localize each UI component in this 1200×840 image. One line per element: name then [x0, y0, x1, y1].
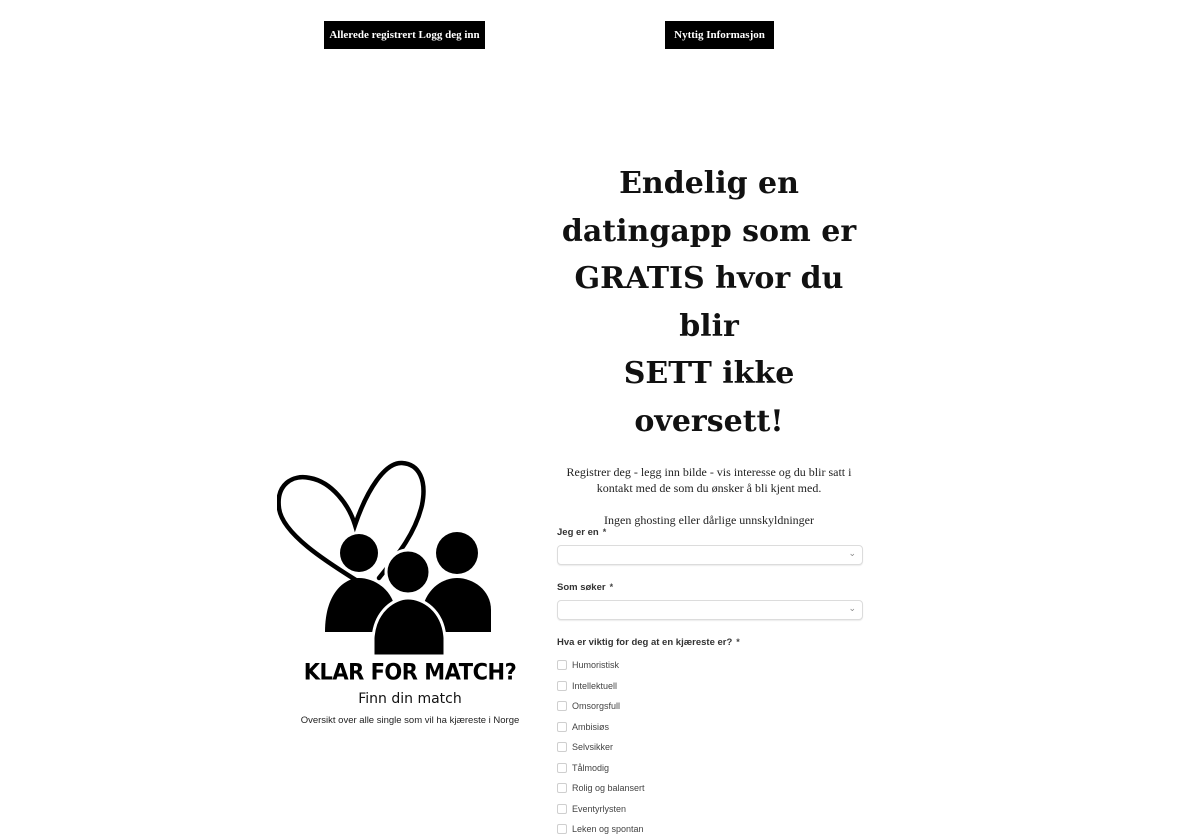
checkbox-label: Leken og spontan [572, 824, 644, 835]
checkbox-label: Omsorgsfull [572, 701, 621, 712]
checkbox-label: Rolig og balansert [572, 783, 645, 794]
checkbox[interactable] [557, 742, 567, 752]
checkbox[interactable] [557, 763, 567, 773]
hero-headline [548, 160, 870, 445]
brand-description: Oversikt over alle single som vil ha kjæreste i Norge [300, 715, 520, 726]
checkbox[interactable] [557, 804, 567, 814]
checkbox[interactable] [557, 824, 567, 834]
required-mark: * [736, 637, 740, 647]
seeking-field [557, 580, 863, 620]
hero-intro: Registrer deg - legg inn bilde - vis interesse og du blir satt i kontakt med de som du ønsker å bli kjent med. [566, 465, 852, 495]
checkbox[interactable] [557, 701, 567, 711]
heart-people-logo-icon [277, 460, 543, 656]
gender-field [557, 525, 863, 565]
brand-subtitle: Finn din match [358, 691, 462, 707]
checkbox-row[interactable] [557, 696, 863, 717]
registration-form [557, 525, 863, 840]
checkbox[interactable] [557, 722, 567, 732]
headline-line: Endelig en [619, 166, 799, 201]
checkbox-row[interactable] [557, 799, 863, 820]
checkbox-label: Humoristisk [572, 660, 620, 671]
brand-logo [272, 460, 548, 730]
qualities-label-text: Hva er viktig for deg at en kjæreste er? [557, 637, 733, 648]
headline-line: GRATIS hvor du blir [574, 261, 844, 344]
headline-line: SETT ikke oversett! [623, 356, 795, 439]
required-mark: * [602, 527, 607, 537]
info-button[interactable]: Nyttig Informasjon [665, 21, 774, 49]
checkbox-row[interactable] [557, 819, 863, 840]
checkbox-label: Intellektuell [572, 680, 618, 691]
hero-no-ghosting: Ingen ghosting eller dårlige unnskyldninger [604, 513, 814, 527]
checkbox-label: Eventyrlysten [572, 803, 627, 814]
required-mark: * [609, 582, 614, 592]
checkbox[interactable] [557, 660, 567, 670]
hero-section [548, 160, 870, 560]
gender-label [557, 525, 863, 539]
checkbox-row[interactable] [557, 717, 863, 738]
seeking-label [557, 580, 863, 594]
qualities-field [557, 635, 863, 840]
checkbox-label: Ambisiøs [572, 721, 610, 732]
chevron-down-icon: ⌄ [848, 549, 856, 559]
seeking-label-text: Som søker [557, 582, 606, 593]
checkbox-label: Tålmodig [572, 762, 610, 773]
qualities-checklist [557, 655, 863, 840]
checkbox[interactable] [557, 681, 567, 691]
headline-line: datingapp som er [561, 213, 857, 249]
checkbox-row[interactable] [557, 655, 863, 676]
gender-select[interactable] [557, 545, 863, 565]
login-button[interactable]: Allerede registrert Logg deg inn [324, 21, 485, 49]
chevron-down-icon: ⌄ [848, 604, 856, 614]
checkbox-row[interactable] [557, 676, 863, 697]
seeking-select[interactable] [557, 600, 863, 620]
qualities-label [557, 635, 863, 649]
checkbox-row[interactable] [557, 737, 863, 758]
gender-label-text: Jeg er en [557, 527, 599, 538]
checkbox-row[interactable] [557, 758, 863, 779]
checkbox-label: Selvsikker [572, 742, 614, 753]
checkbox-row[interactable] [557, 778, 863, 799]
checkbox[interactable] [557, 783, 567, 793]
brand-title: KLAR FOR MATCH? [303, 659, 517, 685]
